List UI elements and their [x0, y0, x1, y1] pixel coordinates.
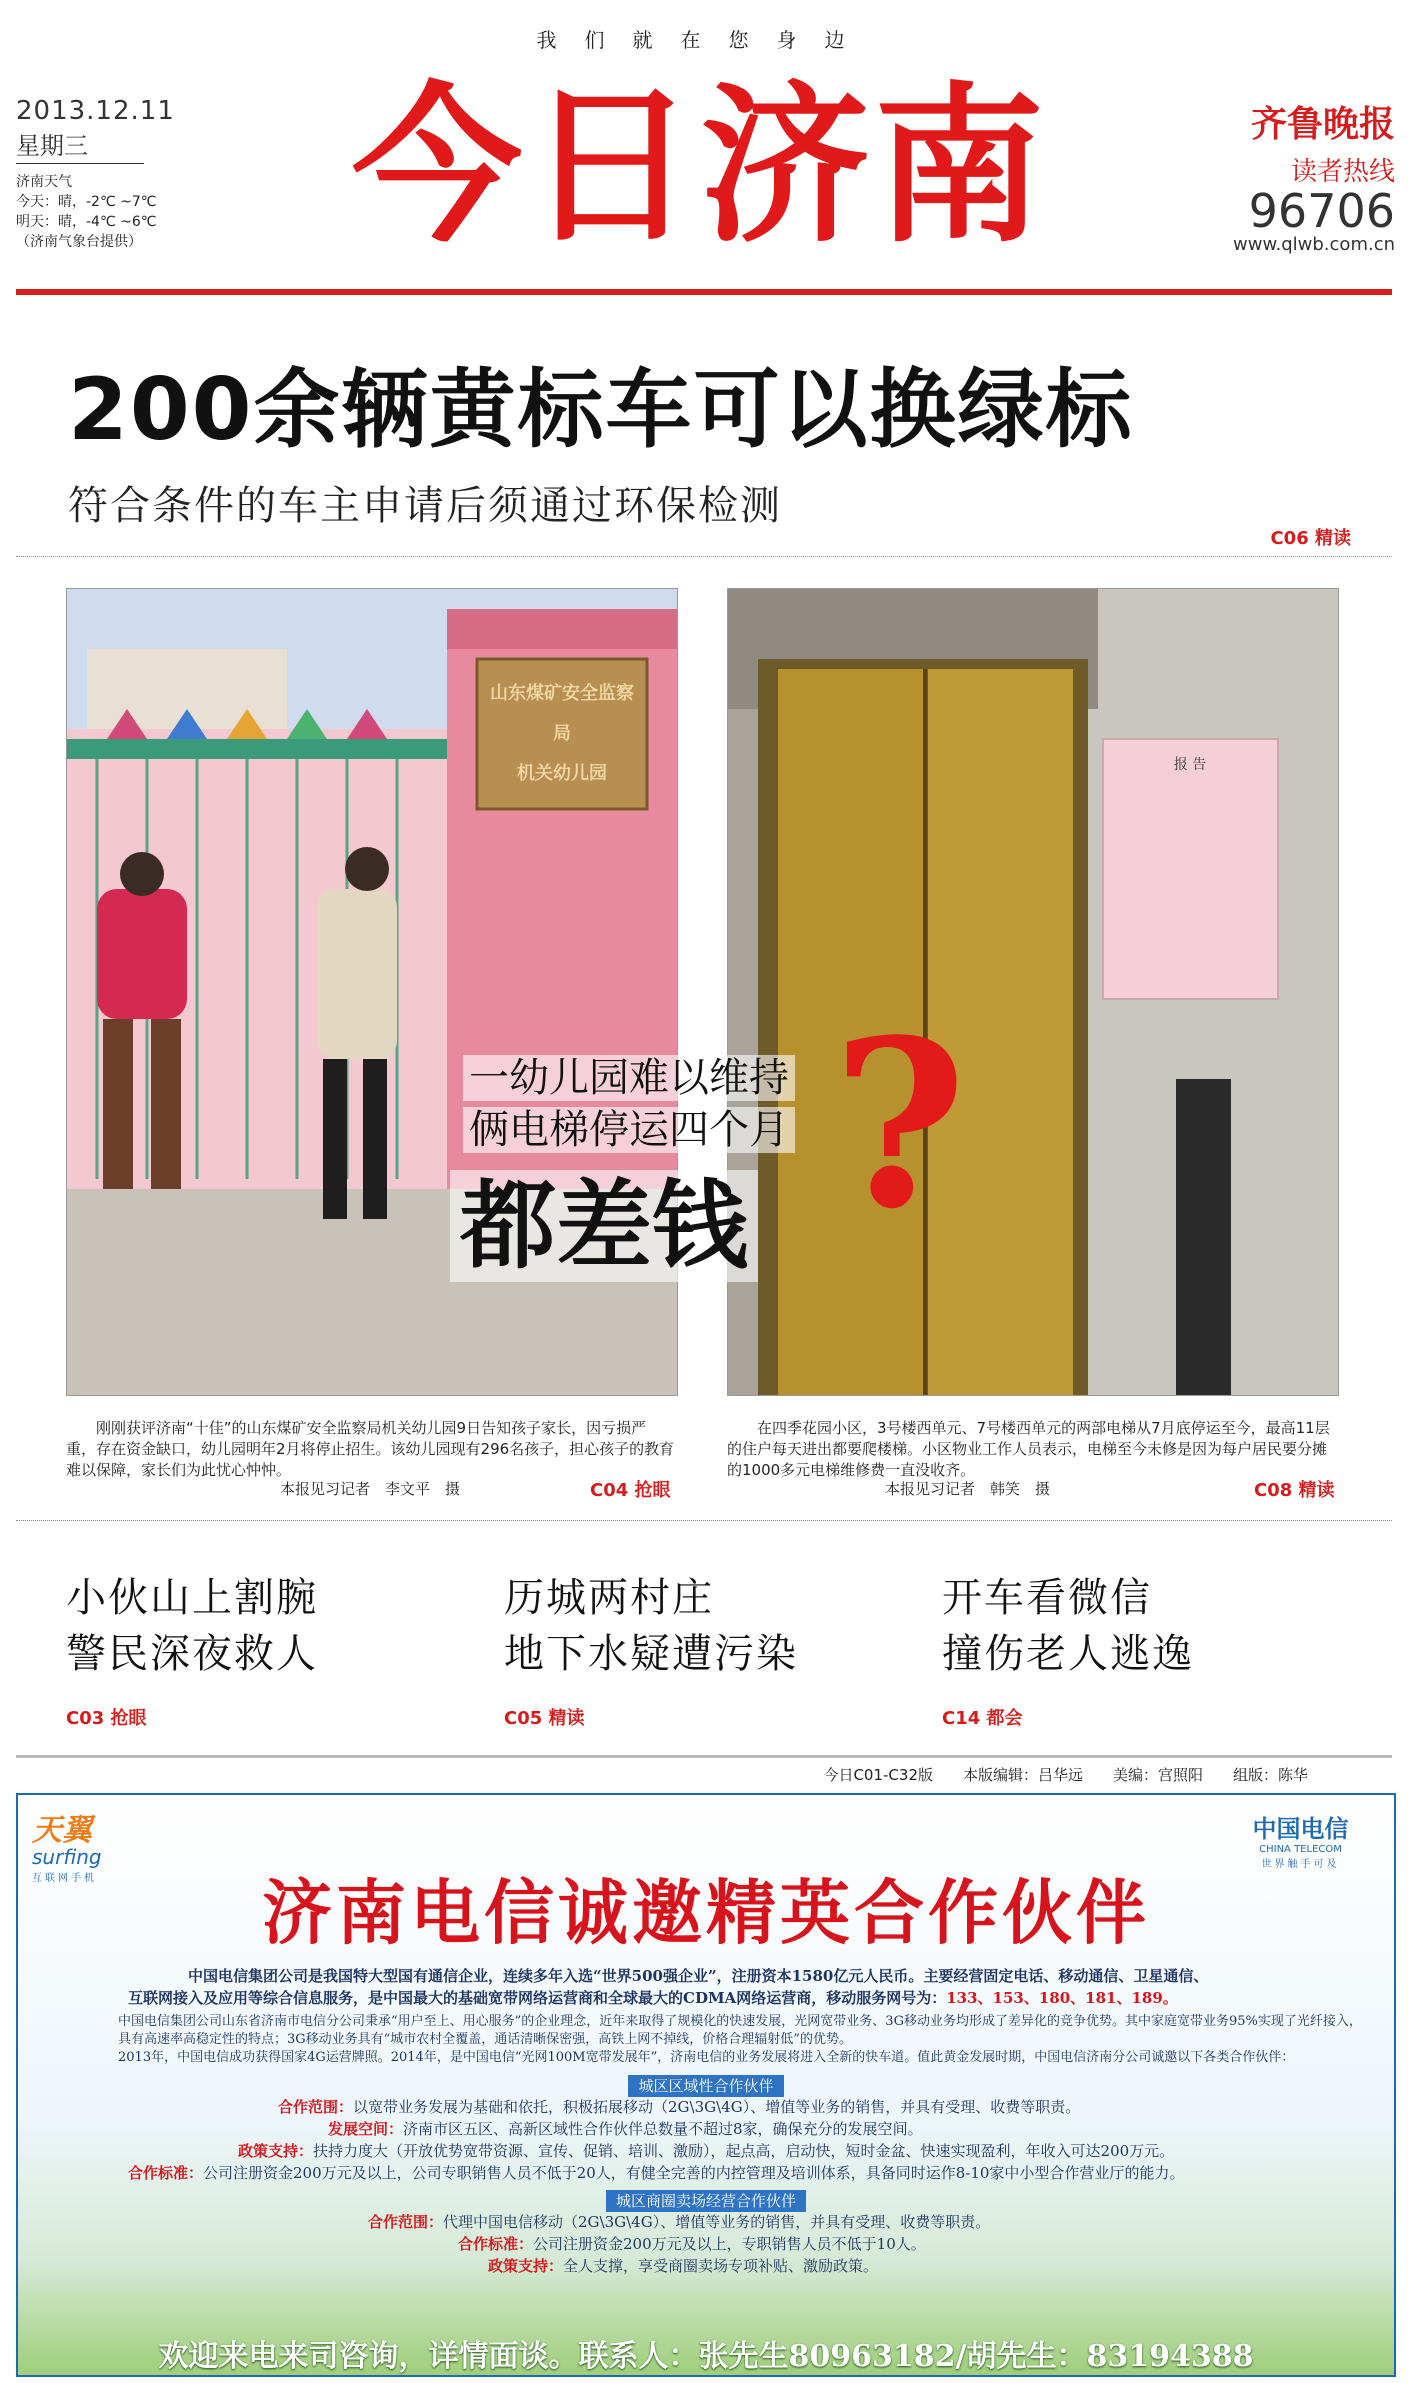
elevator-page-tag[interactable]: C08 精读: [1254, 1480, 1335, 1501]
issue-weekday: 星期三: [16, 126, 144, 164]
telecom-advertisement[interactable]: [16, 1793, 1396, 2377]
brief-3-line2[interactable]: 撞伤老人逃逸: [942, 1631, 1194, 1677]
brief-2-line1[interactable]: 历城两村庄: [504, 1575, 714, 1621]
hotline-number: 96706: [1248, 184, 1395, 238]
ad-band-1: 城区区域性合作伙伴: [48, 2075, 1364, 2096]
masthead-slogan: 我们就在您身边: [536, 28, 873, 52]
ad-body: [48, 1965, 1364, 2277]
kindergarten-credit: 本报见习记者 李文平 摄: [280, 1480, 461, 1498]
ad-standard-2: 合作标准：公司注册资金200万元及以上，专职销售人员不低于10人。: [458, 2235, 926, 2253]
ad-intro-4: 2013年，中国电信成功获得国家4G运营牌照。2014年，是中国电信“光网100M宽带发展年”，济南电信的业务发展将进入全新的快车道。值此黄金发展时期，中国电信济南分公司诚邀以下各类合作伙伴：: [118, 2050, 1295, 2065]
masthead-title: 今日济南: [351, 66, 1048, 266]
ad-title: 济南电信诚邀精英合作伙伴: [262, 1871, 1150, 1954]
lead-page-tag[interactable]: C06 精读: [1270, 528, 1351, 549]
brief-1-line1[interactable]: 小伙山上割腕: [66, 1575, 318, 1621]
brief-1[interactable]: [66, 1570, 466, 1730]
elevator-credit: 本报见习记者 韩笑 摄: [885, 1480, 1051, 1498]
kindergarten-sign-line2: 机关幼儿园: [517, 763, 607, 784]
kindergarten-sign: [482, 674, 642, 794]
kindergarten-caption: 刚刚获评济南“十佳”的山东煤矿安全监察局机关幼儿园9日告知孩子家长，因亏损严重，存在资金缺口，幼儿园明年2月将停止招生。该幼儿园现有296名孩子，担心孩子的教育难以保障，家长们为此忧心忡忡。: [66, 1419, 675, 1479]
brief-3[interactable]: [942, 1570, 1342, 1730]
telecom-logo-text: 中国电信: [1252, 1815, 1349, 1843]
lead-headline[interactable]: 200余辆黄标车可以换绿标: [68, 360, 1134, 460]
elevator-caption: 在四季花园小区，3号楼西单元、7号楼西单元的两部电梯从7月底停运至今，最高11层的住户每天进出都要爬楼梯。小区物业工作人员表示，电梯至今未修是因为每户居民要分摊的1000多元电梯维修费一直没收齐。: [727, 1419, 1330, 1479]
issue-date: 2013.12.11: [16, 96, 175, 126]
hotline-label: 读者热线: [1290, 157, 1395, 187]
surfing-logo-en: surfing: [32, 1845, 102, 1869]
feature-overlay-line2: 俩电梯停运四个月: [463, 1098, 795, 1155]
notice-title: 报 告: [1173, 757, 1207, 773]
editors-line: 今日C01-C32版 本版编辑：吕华远 美编：宫照阳 组版：陈华: [823, 1766, 1308, 1784]
ad-band-2: 城区商圈卖场经营合作伙伴: [48, 2190, 1364, 2211]
surfing-logo-sub: 互联网手机: [32, 1873, 97, 1884]
ad-contact-footer[interactable]: 欢迎来电来司咨询，详情面谈。联系人：张先生80963182/胡先生：83194388: [158, 2339, 1254, 2374]
brand-block: [1215, 96, 1395, 255]
editors-rule: [16, 1755, 1392, 1758]
section-divider: [16, 556, 1392, 557]
elevator-photo-illustration: [728, 589, 1338, 1395]
date-weather-block: [16, 96, 176, 252]
feature-overlay-headline[interactable]: 都差钱: [450, 1150, 758, 1287]
brief-2-line2[interactable]: 地下水疑遭污染: [504, 1631, 798, 1677]
feature-overlay-line1: 一幼儿园难以维持: [463, 1046, 795, 1103]
brief-2-tag[interactable]: C05 精读: [504, 1708, 585, 1729]
telecom-logo-sub: 世界触手可及: [1261, 1859, 1340, 1870]
weather-source: （济南气象台提供）: [16, 234, 142, 250]
question-mark-graphic: ?: [832, 990, 967, 1260]
feature-divider: [16, 1520, 1392, 1521]
ad-policy-2: 政策支持：全人支撑，享受商圈卖场专项补贴、激励政策。: [488, 2257, 879, 2275]
ad-intro-1: 中国电信集团公司是我国特大型国有通信企业，连续多年入选“世界500强企业”，注册资本1580亿元人民币。主要经营固定电话、移动通信、卫星通信、: [188, 1967, 1209, 1985]
brief-2[interactable]: [504, 1570, 904, 1730]
elevator-photo: [727, 588, 1339, 1396]
masthead-rule: [16, 289, 1392, 295]
brand-url[interactable]: www.qlwb.com.cn: [1233, 234, 1395, 255]
ad-policy-1: 政策支持：扶持力度大（开放优势宽带资源、宣传、促销、培训、激励），起点高，启动快，短时金盆、快速实现盈利，年收入可达200万元。: [238, 2142, 1175, 2160]
lead-subhead: 符合条件的车主申请后须通过环保检测: [68, 483, 782, 529]
ad-standard-1: 合作标准：公司注册资金200万元及以上，公司专职销售人员不低于20人，有健全完善的内控管理及培训体系，具备同时运作8-10家中小型合作营业厅的能力。: [128, 2164, 1185, 2182]
brand-name: 齐鲁晚报: [1250, 103, 1395, 145]
ad-scope-1: 合作范围：以宽带业务发展为基础和依托，积极拓展移动（2G\3G\4G）、增值等业务的销售，并具有受理、收费等职责。: [278, 2098, 1081, 2116]
telecom-logo-en: CHINA TELECOM: [1259, 1844, 1342, 1855]
weather-today: 今天：晴，-2℃ ~7℃: [16, 194, 157, 210]
brief-3-tag[interactable]: C14 都会: [942, 1708, 1023, 1729]
kindergarten-sign-line1: 山东煤矿安全监察局: [490, 683, 634, 744]
brief-1-tag[interactable]: C03 抢眼: [66, 1708, 147, 1729]
ad-scope-2: 合作范围：代理中国电信移动（2G\3G\4G）、增值等业务的销售，并具有受理、收费等职责。: [368, 2213, 991, 2231]
weather-tomorrow: 明天：晴，-4℃ ~6℃: [16, 214, 157, 230]
weather-label: 济南天气: [16, 174, 72, 190]
ad-space-1: 发展空间：济南市区五区、高新区域性合作伙伴总数量不超过8家，确保充分的发展空间。: [328, 2120, 923, 2138]
kindergarten-page-tag[interactable]: C04 抢眼: [590, 1480, 671, 1501]
brief-1-line2[interactable]: 警民深夜救人: [66, 1631, 318, 1677]
ad-numbers: 133、153、180、181、189。: [946, 1989, 1178, 2007]
surfing-logo-text: 天翼: [32, 1813, 92, 1848]
ad-intro-2: 互联网接入及应用等综合信息服务，是中国最大的基础宽带网络运营商和全球最大的CDMA网络运营商，移动服务网号为：133、153、180、181、189。: [128, 1989, 1178, 2007]
ad-intro-3: 中国电信集团公司山东省济南市电信分公司秉承“用户至上、用心服务”的企业理念，近年来取得了规模化的快速发展，光网宽带业务、3G移动业务均形成了差异化的竞争优势。其中家庭宽带业务95%实现了光纤接入，具有高速率高稳定性的特点；3G移动业务具有“城市农村全覆盖，通话清晰保密强，高铁上网不掉线，价格合理辐射低”的优势。: [118, 2014, 1362, 2047]
brief-3-line1[interactable]: 开车看微信: [942, 1575, 1152, 1621]
